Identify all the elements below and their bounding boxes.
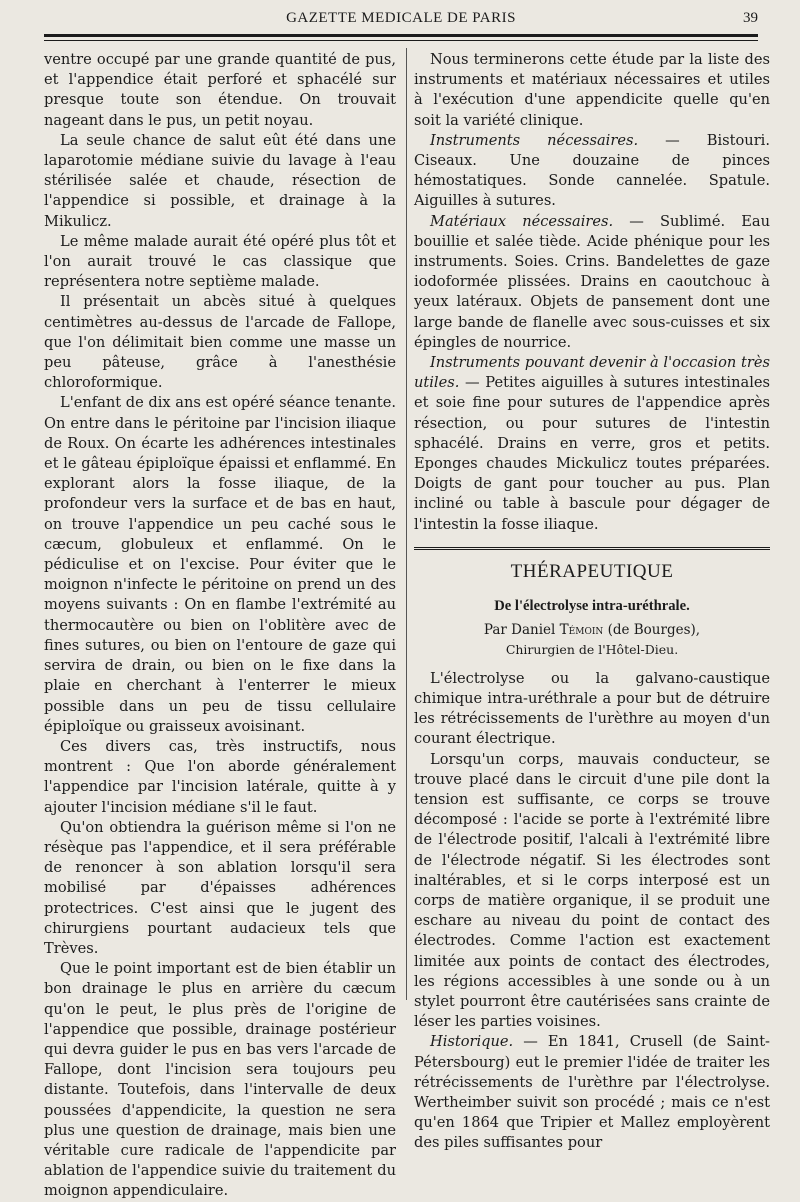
utiles-text: — Petites aiguilles à sutures intestinales et soie fine pour sutures de l'appendice après résection, ou pour sutures de l'intestin sphacélé. Drains en verre, gros et petits. Eponges chaudes Mickulicz toutes préparées. Doigts de gant pour toucher au pus. Plan incliné ou table à bascule pour dégager de l'intestin la fosse iliaque. bbox=[414, 374, 770, 533]
author-role: Chirurgien de l'Hôtel-Dieu. bbox=[505, 642, 679, 658]
paragraph-historique bbox=[414, 1032, 770, 1153]
section-title: THÉRAPEUTIQUE bbox=[510, 560, 674, 582]
paragraph-utiles bbox=[414, 353, 770, 535]
materiaux-text: — Sublimé. Eau bouillie et salée tiède. Acide phénique pour les instruments. Soies. Crins. Bandelettes de gaze iodoformée plissées. Drains en caoutchouc à yeux latéraux. Objets de pansement dont une large bande de flanelle avec sous-cuisses et six épingles de nourrice. bbox=[414, 212, 770, 351]
instruments-text: — Bistouri. Ciseaux. Une douzaine de pinces hémostatiques. Sonde cannelée. Spatule. Aiguilles à sutures. bbox=[414, 131, 770, 210]
paragraph: ventre occupé par une grande quantité de pus, et l'appendice était perforé et sphacélé sur presque toute son étendue. On trouvait nageant dans le pus, un petit noyau. bbox=[44, 51, 396, 129]
byline-prefix: Par Daniel bbox=[483, 622, 560, 639]
materiaux-label: Matériaux nécessaires. bbox=[430, 212, 614, 230]
right-column bbox=[414, 50, 770, 1154]
page-number: 39 bbox=[743, 10, 758, 26]
historique-label: Historique. bbox=[430, 1033, 514, 1051]
utiles-label: Instruments pouvant devenir à l'occasion très utiles. bbox=[414, 354, 770, 392]
header-rule-thin bbox=[44, 40, 758, 41]
paragraph: Lorsqu'un corps, mauvais conducteur, se trouve placé dans le circuit d'une pile dont la tension est suffisante, ce corps se trouve décomposé : l'acide se porte à l'extrémité libre de l'électrode positif, l'alcali à l'extrémité libre de l'électrode négatif. Si les électrodes sont inaltérables, et si le corps interposé est un corps de matière organique, il se produit une eschare au niveau du point de contact des électrodes. Comme l'action est exactement limitée aux points de contact des électrodes, les régions accessibles à une sonde ou à un stylet pourront être cautérisées sans crainte de léser les parties voisines. bbox=[414, 750, 770, 1031]
paragraph: L'électrolyse ou la galvano-caustique chimique intra-uréthrale a pour but de détruire les rétrécissements de l'urèthre au moyen d'un courant électrique. bbox=[414, 669, 770, 748]
instruments-label: Instruments nécessaires. bbox=[430, 131, 639, 149]
byline-suffix: (de Bourges), bbox=[603, 622, 701, 639]
left-column bbox=[44, 50, 396, 1202]
paragraph: Que le point important est de bien établir un bon drainage le plus en arrière du cæcum qu'on le peut, le plus près de l'origine de l'appendice que possible, drainage postérieur qui devra guider le pus en bas vers l'arcade de Fallope, dont l'incision sera toujours peu distante. Toutefois, dans l'intervalle de deux poussées d'appendicite, la question ne sera plus une question de drainage, mais bien une véritable cure radicale de l'appendicite par ablation de l'appendice suivie du traitement du moignon appendiculaire. bbox=[44, 960, 396, 1200]
header-rule bbox=[44, 34, 758, 37]
byline bbox=[414, 620, 770, 640]
paragraph: Il présentait un abcès situé à quelques centimètres au-dessus de l'arcade de Fallope, que l'on délimitait bien comme une masse un peu pâteuse, grâce à l'anesthésie chloroformique. bbox=[44, 293, 396, 392]
paragraph-instruments bbox=[414, 131, 770, 212]
paragraph-materiaux bbox=[414, 212, 770, 353]
paragraph: L'enfant de dix ans est opéré séance tenante. On entre dans le péritoine par l'incision iliaque de Roux. On écarte les adhérences intestinales et le gâteau épiploïque épaissi et enflammé. En explorant alors la fosse iliaque, de la profondeur vers la surface et de bas en haut, on trouve l'appendice un peu caché sous le cæcum, globuleux et enflammé. On le pédiculise et on l'excise. Pour éviter que le moignon n'infecte le péritoine on prend un des moyens suivants : On en flambe l'extrémité au thermocautère ou bien on l'oblitère avec de fines sutures, ou bien on l'entoure de gaze qui servira de drain, ou bien on le fixe dans la plaie en cherchant à l'enterrer le mieux possible dans un peu de tissu cellulaire épiploïque ou graisseux avoisinant. bbox=[44, 394, 396, 735]
article-title: De l'électrolyse intra-uréthrale. bbox=[494, 598, 690, 615]
running-header bbox=[44, 8, 758, 32]
historique-text: — En 1841, Crusell (de Saint-Pétersbourg) eut le premier l'idée de traiter les rétrécissements de l'urèthre par l'électrolyse. Wertheimber suivit son procédé ; mais ce n'est qu'en 1864 que Tripier et Mallez employèrent des piles suffisantes pour bbox=[414, 1033, 770, 1152]
paragraph-intro: Nous terminerons cette étude par la liste des instruments et matériaux nécessaires et utiles à l'exécution d'une appendicite quelle qu'en soit la variété clinique. bbox=[414, 51, 770, 129]
paragraph: Le même malade aurait été opéré plus tôt et l'on aurait trouvé le cas classique que représentera notre septième malade. bbox=[44, 232, 396, 291]
paragraph: Ces divers cas, très instructifs, nous montrent : Que l'on aborde généralement l'appendice par l'incision latérale, quitte à y ajouter l'incision médiane s'il le faut. bbox=[44, 737, 396, 816]
column-separator bbox=[406, 48, 407, 1000]
section-divider bbox=[414, 547, 770, 550]
author-name: Témoin bbox=[559, 622, 604, 639]
journal-title: GAZETTE MEDICALE DE PARIS bbox=[286, 10, 516, 26]
paragraph: La seule chance de salut eût été dans une laparotomie médiane suivie du lavage à l'eau stérilisée salée et chaude, résection de l'appendice si possible, et drainage à la Mikulicz. bbox=[44, 131, 396, 230]
paragraph: Qu'on obtiendra la guérison même si l'on ne résèque pas l'appendice, et il sera préférable de renoncer à son ablation lorsqu'il sera mobilisé par d'épaisses adhérences protectrices. C'est ainsi que le jugent des chirurgiens pourtant audacieux tels que Trèves. bbox=[44, 818, 396, 957]
